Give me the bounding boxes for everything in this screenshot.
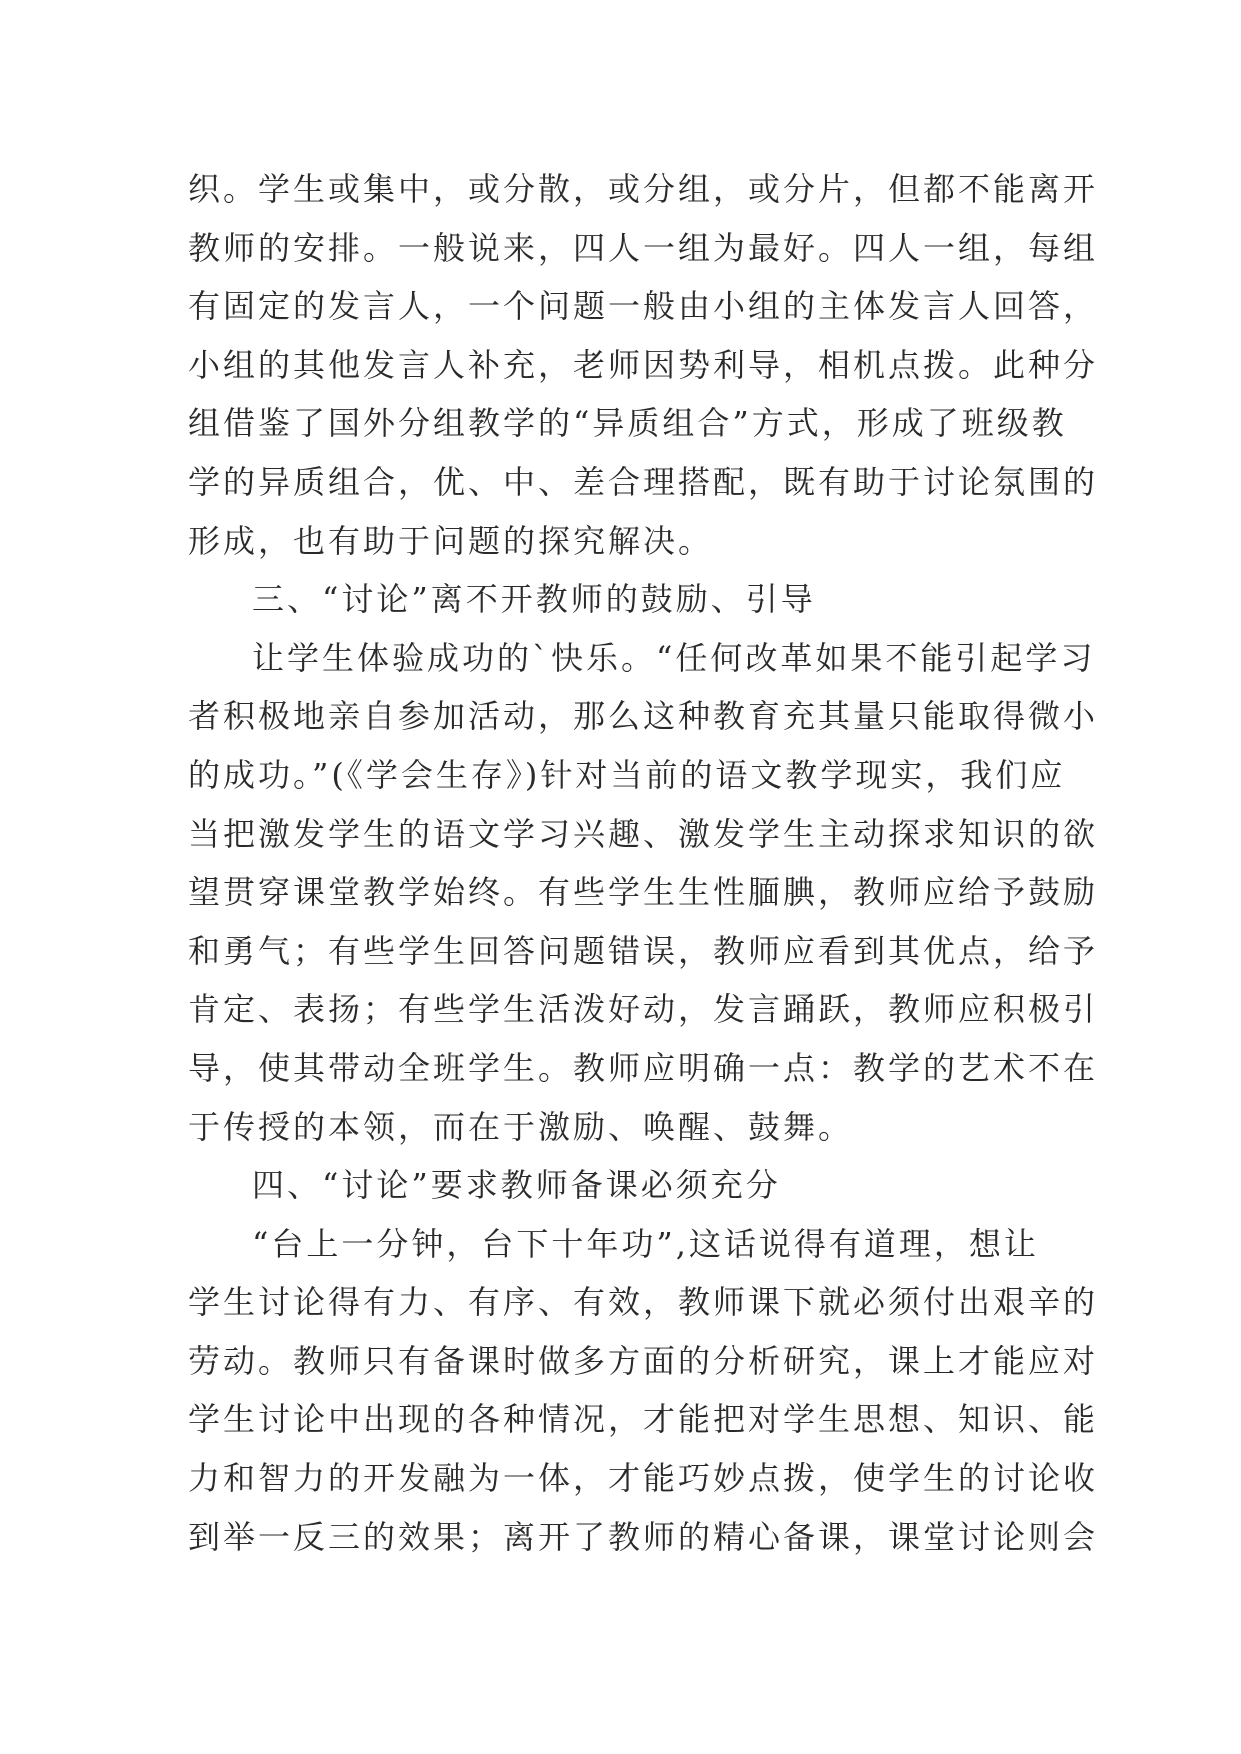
text-line: 的成功。”(《学会生存》)针对当前的语文教学现实，我们应 — [188, 755, 1066, 794]
text-line: 望贯穿课堂教学始终。有些学生生性腼腆，教师应给予鼓励 — [188, 873, 1099, 912]
text-line: 教师的安排。一般说来，四人一组为最好。四人一组，每组 — [188, 228, 1099, 267]
section-heading: 三、“讨论”离不开教师的鼓励、引导 — [252, 580, 816, 619]
text-line: 到举一反三的效果；离开了教师的精心备课，课堂讨论则会 — [188, 1517, 1099, 1556]
text-line: 有固定的发言人，一个问题一般由小组的主体发言人回答， — [188, 287, 1099, 326]
text-line: 当把激发学生的语文学习兴趣、激发学生主动探求知识的欲 — [188, 814, 1099, 853]
text-line: 者积极地亲自参加活动，那么这种教育充其量只能取得微小 — [188, 697, 1099, 736]
paragraph-first-line: “台上一分钟，台下十年功”,这话说得有道理，想让 — [252, 1224, 1039, 1263]
text-line: 学生讨论中出现的各种情况，才能把对学生思想、知识、能 — [188, 1400, 1099, 1439]
text-line: 力和智力的开发融为一体，才能巧妙点拨，使学生的讨论收 — [188, 1459, 1099, 1498]
text-line: 劳动。教师只有备课时做多方面的分析研究，课上才能应对 — [188, 1341, 1099, 1380]
text-line: 织。学生或集中，或分散，或分组，或分片，但都不能离开 — [188, 170, 1099, 208]
text-line: 组借鉴了国外分组教学的“异质组合”方式，形成了班级教 — [188, 404, 1067, 443]
text-line: 形成，也有助于问题的探究解决。 — [188, 521, 714, 560]
text-line: 学生讨论得有力、有序、有效，教师课下就必须付出艰辛的 — [188, 1283, 1099, 1322]
document-body — [188, 160, 1099, 1566]
text-line: 和勇气；有些学生回答问题错误，教师应看到其优点，给予 — [188, 931, 1099, 970]
text-line: 于传授的本领，而在于激励、唤醒、鼓舞。 — [188, 1107, 854, 1146]
text-line: 肯定、表扬；有些学生活泼好动，发言踊跃，教师应积极引 — [188, 990, 1099, 1029]
paragraph-first-line: 让学生体验成功的`快乐。“任何改革如果不能引起学习 — [252, 638, 1096, 677]
text-line: 小组的其他发言人补充，老师因势利导，相机点拨。此种分 — [188, 345, 1099, 384]
section-heading: 四、“讨论”要求教师备课必须充分 — [252, 1166, 781, 1205]
text-line: 学的异质组合，优、中、差合理搭配，既有助于讨论氛围的 — [188, 462, 1099, 501]
text-line: 导，使其带动全班学生。教师应明确一点：教学的艺术不在 — [188, 1048, 1099, 1087]
